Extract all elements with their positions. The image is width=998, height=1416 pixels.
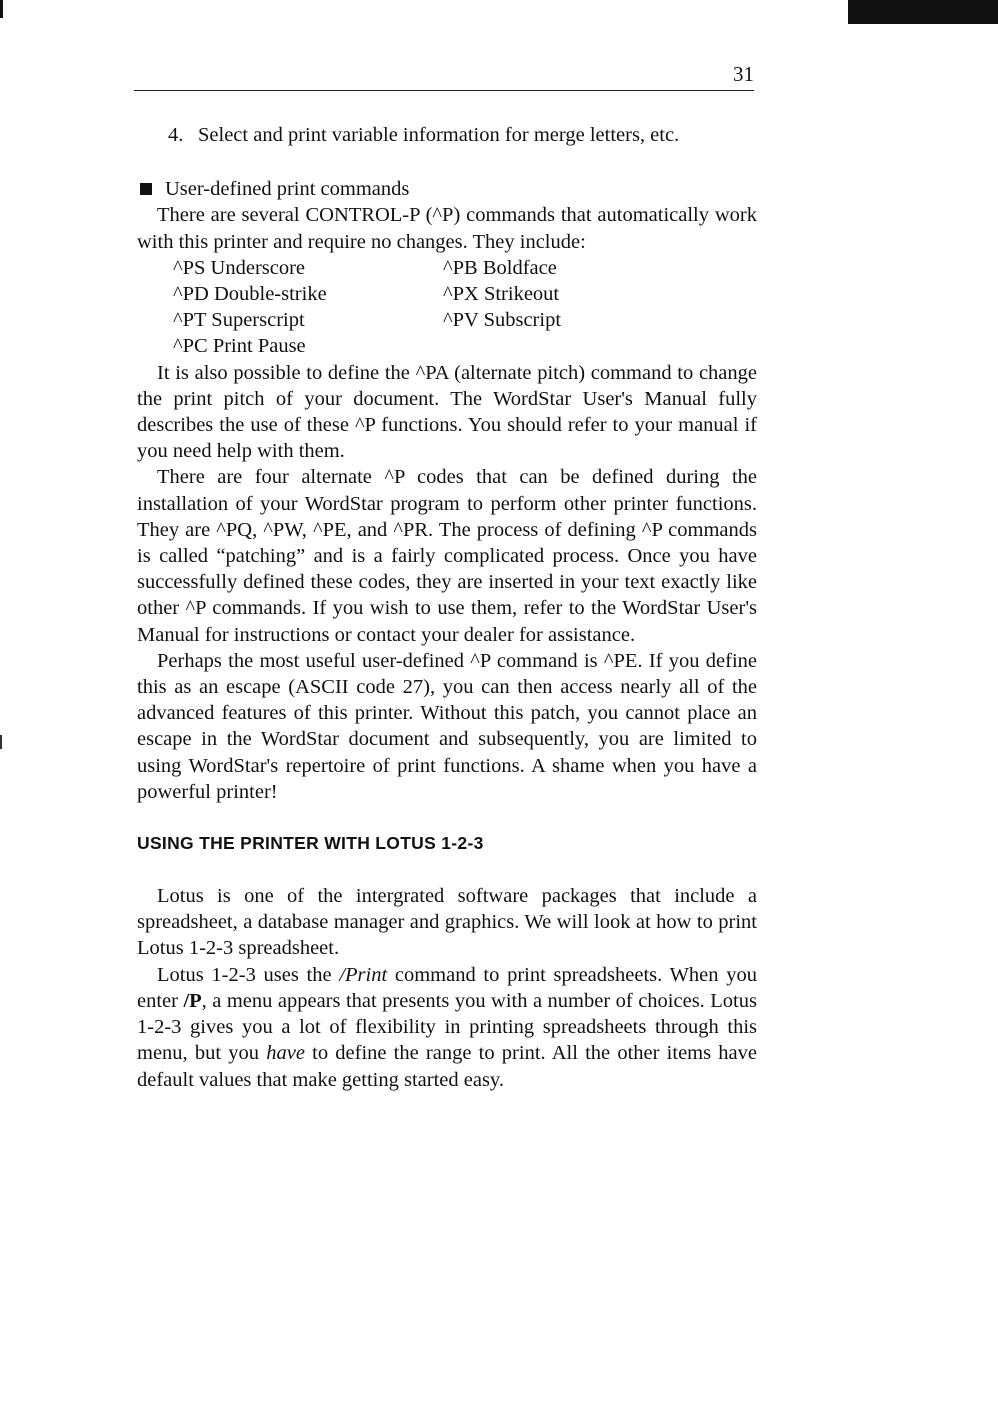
command-item: ^PS Underscore: [173, 256, 306, 279]
scan-edge-mark: [848, 0, 998, 24]
text-run: , a menu appears that presents you with a number of choices. Lotus 1-2-3 gives you a lot of flexibility in printing spreadsheets through this menu, but you: [137, 989, 757, 1065]
paragraph-pa-command: It is also possible to define the ^PA (alternate pitch) command to change the print pitch of your document. The WordStar User's Manual fully describes the use of these ^P functions. You should refer to your manual if you need help with them.: [137, 361, 757, 463]
paragraph-pe-command: Perhaps the most useful user-defined ^P command is ^PE. If you define this as an escape (ASCII code 27), you can then access nearly all of the advanced features of this printer. Without this patch, you cannot place an escape in the WordStar document and subsequently, you are limited to using WordStar's repertoire of print functions. A shame when you have a powerful printer!: [137, 649, 757, 803]
square-bullet-icon: [140, 183, 152, 195]
print-command-text: /Print: [339, 963, 388, 986]
user-defined-intro: There are several CONTROL-P (^P) commands that automatically work with this printer and require no changes. They include:: [137, 204, 757, 253]
page-content: [137, 122, 757, 1093]
emphasis-have: have: [266, 1042, 305, 1065]
user-defined-heading: [137, 176, 757, 202]
command-item: ^PB Boldface: [443, 256, 557, 279]
paragraph-lotus-intro: Lotus is one of the intergrated software packages that include a spreadsheet, a database manager and graphics. We will look at how to print Lotus 1-2-3 spreadsheet.: [137, 885, 757, 960]
user-defined-heading-text: User-defined print commands: [165, 178, 410, 201]
command-item: ^PC Print Pause: [173, 335, 306, 358]
command-item: ^PD Double-strike: [173, 283, 327, 306]
command-item: ^PT Superscript: [173, 309, 305, 332]
page-number: 31: [733, 62, 754, 86]
paragraph-lotus-print: [137, 962, 757, 1093]
command-list: [137, 255, 757, 360]
text-run: to define the range to print. All the other items have default values that make getting started easy.: [137, 1042, 757, 1091]
list-item-number: 4.: [168, 124, 184, 146]
scan-edge-mark-left-lower: [0, 735, 2, 749]
paragraph-alternate-codes: There are four alternate ^P codes that can be defined during the installation of your WordStar program to perform other printer functions. They are ^PQ, ^PW, ^PE, and ^PR. The process of defining ^P commands is called “patching” and is a fairly complicated process. Once you have successfully defined these codes, they are inserted in your text exactly like other ^P commands. If you wish to use them, refer to the WordStar User's Manual for instructions or contact your dealer for assistance.: [137, 466, 757, 646]
list-item-4: [137, 122, 757, 148]
command-item: ^PV Subscript: [443, 309, 562, 332]
p-command-text: /P: [183, 989, 202, 1012]
header-rule: [134, 90, 754, 91]
section-heading-lotus: USING THE PRINTER WITH LOTUS 1-2-3: [137, 833, 484, 854]
text-run: command to print spreadsheets. When you enter: [137, 963, 757, 1012]
scan-edge-mark-left: [0, 0, 3, 18]
list-item-text: Select and print variable information for merge letters, etc.: [198, 124, 680, 146]
command-item: ^PX Strikeout: [443, 283, 560, 306]
text-run: Lotus 1-2-3 uses the: [157, 963, 340, 986]
